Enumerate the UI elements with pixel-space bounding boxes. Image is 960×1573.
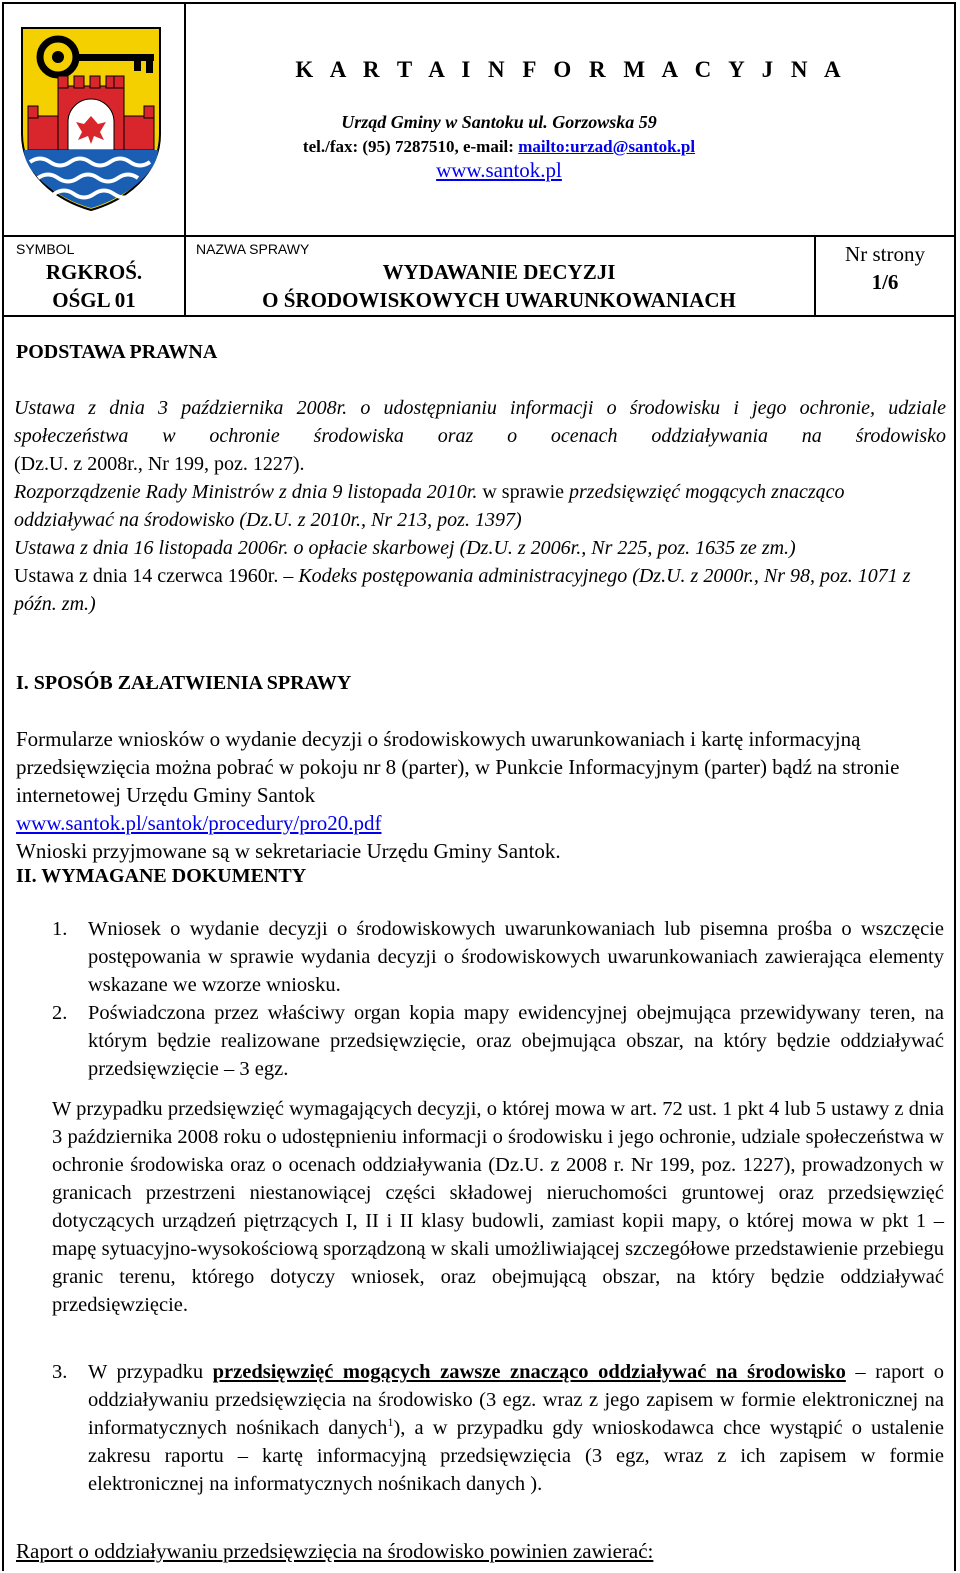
required-documents-list-cont: [16, 1358, 944, 1498]
footnote-ref[interactable]: 1: [387, 1415, 394, 1430]
list-item: 2. Poświadczona przez właściwy organ kopia mapy ewidencyjnej obejmująca przewidywany teren, na którym będzie realizowane przedsięwzięcie, oraz obejmująca obszar, na który będzie oddziaływać przedsięwzięcie – 3 egz.: [52, 1002, 944, 1080]
contact-line: [186, 137, 812, 157]
required-documents-list: [16, 915, 944, 1083]
case-name-line1: WYDAWANIE DECYZJI: [382, 260, 616, 284]
legal-act-4b: – Kodeks postępowania administracyjnego (Dz.U. z 2000r., Nr 98, poz. 1071 z późn. zm.): [14, 565, 911, 615]
legal-act-1a: Ustawa z dnia 3 października 2008r. o udostępnianiu informacji o środowisku i jego ochronie, udziale społeczeństwa w ochronie środowiska oraz o ocenach oddziaływania na środowisko: [14, 397, 946, 447]
email-link[interactable]: mailto:urzad@santok.pl: [518, 137, 696, 156]
page-number-label: Nr strony: [845, 242, 925, 266]
divider: [2, 235, 956, 237]
office-address: Urząd Gminy w Santoku ul. Gorzowska 59: [341, 112, 657, 132]
contact-prefix: tel./fax: (95) 7287510, e-mail:: [302, 137, 519, 156]
list-item: 3. W przypadku przedsięwzięć mogących zawsze znacząco oddziaływać na środowisko – raport o oddziaływaniu przedsięwzięcia na środowisko (3 egz. wraz z jego zapisem w formie elektronicznej na informatycznych nośnikach danych$^1$), a w przypadku gdy wnioskodawca chce wystąpić o ustalenie zakresu raportu – kartę informacyjną przedsięwzięcia (3 egz, wraz z ich zapisem w formie elektronicznej na informatycznych nośnikach danych ).: [52, 1361, 944, 1495]
legal-act-4: [14, 562, 946, 618]
coat-of-arms-icon: [16, 24, 166, 214]
case-name-line2: O ŚRODOWISKOWYCH UWARUNKOWANIACH: [262, 288, 736, 312]
emphasis-text: przedsięwzięć mogących zawsze znacząco oddziaływać na środowisko: [212, 1361, 846, 1383]
section-1-heading: I. SPOSÓB ZAŁATWIENIA SPRAWY: [16, 672, 352, 694]
section-1-body: [16, 725, 948, 865]
legal-act-4a: Ustawa z dnia 14 czerwca 1960r.: [14, 565, 279, 587]
section-1-text: Formularze wniosków o wydanie decyzji o środowiskowych uwarunkowaniach i kartę informacyjną przedsięwzięcia można pobrać w pokoju nr 8 (parter), w Punkcie Informacyjnym (parter) bądź na stronie internetowej Urzędu Gminy Santok: [16, 727, 900, 807]
website-link[interactable]: www.santok.pl: [436, 158, 562, 182]
legal-act-2c: przedsięwzięć mogących znacząco oddziaływać na środowisko (Dz.U. z 2010r., Nr 213, poz. 1397): [14, 481, 845, 531]
legal-basis-heading: PODSTAWA PRAWNA: [16, 341, 218, 363]
report-requirements-line: Raport o oddziaływaniu przedsięwzięcia na środowisko powinien zawierać:: [16, 1539, 654, 1563]
legal-act-2a: Rozporządzenie Rady Ministrów z dnia 9 listopada 2010r.: [14, 481, 478, 503]
page-title: K A R T A I N F O R M A C Y J N A: [295, 57, 847, 82]
symbol-value-line1: RGKROŚ.: [45, 260, 143, 284]
procedure-pdf-link[interactable]: www.santok.pl/santok/procedury/pro20.pdf: [16, 811, 382, 835]
legal-act-1b: (Dz.U. z 2008r., Nr 199, poz. 1227).: [14, 453, 305, 475]
website-line: [186, 158, 812, 183]
symbol-label: SYMBOL: [16, 241, 75, 257]
section-2-heading: II. WYMAGANE DOKUMENTY: [16, 865, 307, 887]
legal-basis-list: [14, 394, 946, 618]
case-label: NAZWA SPRAWY: [196, 241, 310, 257]
list-item: 1. Wniosek o wydanie decyzji o środowiskowych uwarunkowaniach lub pisemna prośba o wszczęcie postępowania w sprawie wydania decyzji o środowiskowych uwarunkowaniach zawierająca elementy wskazane we wzorze wniosku.: [52, 918, 944, 996]
divider: [2, 315, 956, 317]
map-exception-paragraph: W przypadku przedsięwzięć wymagających decyzji, o której mowa w art. 72 ust. 1 pkt 4 lub 5 ustawy z dnia 3 października 2008 roku o udostępnieniu informacji o środowisku i jego ochronie, udziale społeczeństwa w ochronie środowiska oraz o ocenach oddziaływania (Dz.U. z 2008 r. Nr 199, poz. 1227), prowadzonych w granicach przestrzeni niestanowiącej części składowej nieruchomości gruntowej oraz przedsięwzięć dotyczących urządzeń piętrzących I, II i II klasy budowli, zamiast kopii mapy, o której mowa w pkt 1 – mapę sytuacyjno-wysokościową sporządzoną w skali umożliwiającej szczegółowe przedstawienie przebiegu granic terenu, którego dotyczy wniosek, oraz obejmującą obszar, na który będzie oddziaływać przedsięwzięcie.: [52, 1098, 944, 1316]
legal-act-2b: w sprawie: [477, 481, 569, 503]
page-number-value: 1/6: [871, 270, 899, 294]
legal-act-3: Ustawa z dnia 16 listopada 2006r. o opłacie skarbowej (Dz.U. z 2006r., Nr 225, poz. 1635 ze zm.): [14, 537, 796, 559]
legal-act-2: [14, 478, 946, 534]
section-1-note: Wnioski przyjmowane są w sekretariacie Urzędu Gminy Santok.: [16, 839, 561, 863]
symbol-value-line2: OŚGL 01: [52, 288, 136, 312]
